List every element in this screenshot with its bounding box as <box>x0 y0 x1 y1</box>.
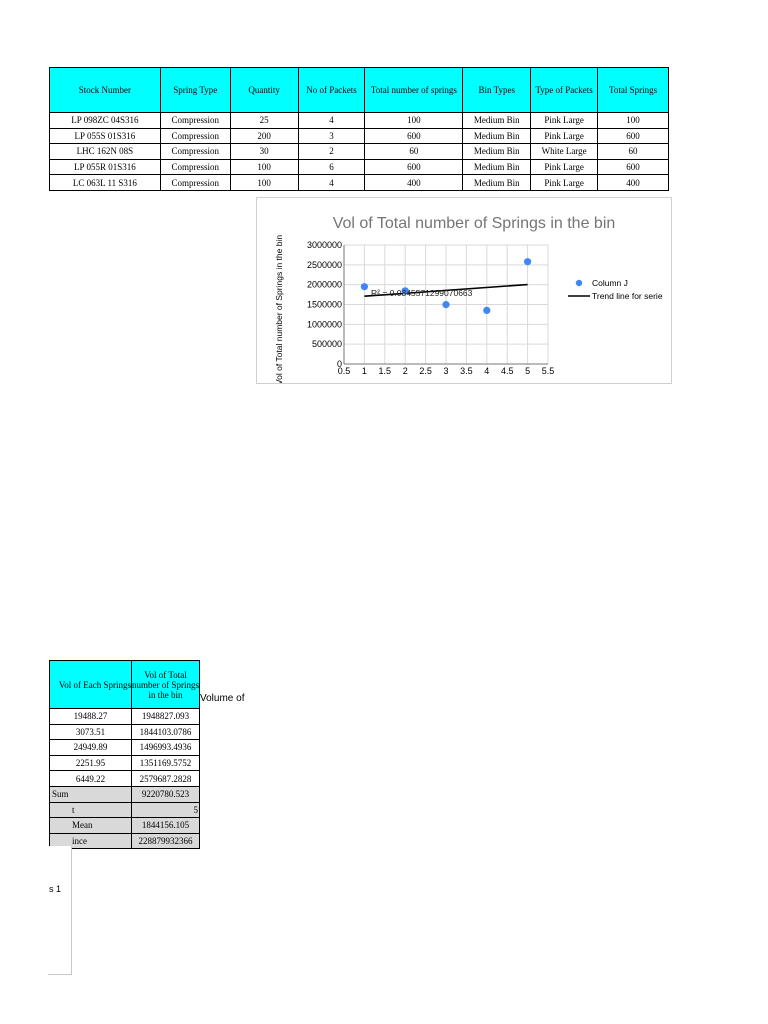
x-tick-label: 0.5 <box>337 366 351 376</box>
y-axis-label: Vol of Total number of Springs in the bin <box>274 234 284 383</box>
stock-header-cell: Bin Types <box>463 68 531 113</box>
stock-table-header <box>50 68 669 113</box>
chart-svg <box>257 198 671 383</box>
stat-label[interactable]: Sum <box>50 786 132 802</box>
scatter-chart[interactable] <box>256 197 672 384</box>
r-squared-annotation: R² = 0.0345571299070663 <box>371 288 473 298</box>
table-cell[interactable]: 100 <box>598 113 669 129</box>
header-vol-each: Vol of Each Springs <box>50 661 132 709</box>
stat-value[interactable]: 9220780.523 <box>132 786 200 802</box>
stat-label[interactable]: ince <box>50 833 132 849</box>
table-cell[interactable]: 200 <box>230 128 298 144</box>
x-tick-label: 1.5 <box>378 366 392 376</box>
table-cell[interactable]: LP 098ZC 04S316 <box>50 113 161 129</box>
table-row <box>50 709 200 725</box>
table-cell[interactable]: LP 055S 01S316 <box>50 128 161 144</box>
table-cell[interactable]: LC 063L 11 S316 <box>50 175 161 191</box>
stock-header-cell: Total number of springs <box>365 68 463 113</box>
legend-label-column-j: Column J <box>592 278 628 288</box>
table-cell[interactable]: 100 <box>365 113 463 129</box>
table-cell[interactable]: 1844103.0786 <box>132 724 200 740</box>
y-tick-label: 500000 <box>311 339 342 350</box>
stat-row <box>50 833 200 849</box>
table-cell[interactable]: 30 <box>230 144 298 160</box>
table-cell[interactable]: 1948827.093 <box>132 709 200 725</box>
stat-row <box>50 786 200 802</box>
x-tick-label: 2.5 <box>419 366 432 376</box>
legend-marker-column-j <box>576 280 582 286</box>
x-tick-label: 3.5 <box>460 366 473 376</box>
stock-table <box>49 67 669 191</box>
chart-legend[interactable] <box>568 278 663 301</box>
legend-label-trendline: Trend line for serie <box>592 291 663 301</box>
table-cell[interactable]: White Large <box>531 144 598 160</box>
table-cell[interactable]: 100 <box>230 159 298 175</box>
table-cell[interactable]: Medium Bin <box>463 175 531 191</box>
stock-header-cell: Type of Packets <box>531 68 598 113</box>
table-row <box>50 755 200 771</box>
table-cell[interactable]: 600 <box>598 159 669 175</box>
data-point[interactable] <box>361 283 368 290</box>
table-cell[interactable]: 25 <box>230 113 298 129</box>
stat-row <box>50 818 200 834</box>
table-cell[interactable]: Pink Large <box>531 175 598 191</box>
table-cell[interactable]: 600 <box>365 128 463 144</box>
table-cell[interactable]: 19488.27 <box>50 709 132 725</box>
stock-header-cell: Stock Number <box>50 68 161 113</box>
table-row <box>50 724 200 740</box>
table-cell[interactable]: 2579687.2828 <box>132 771 200 787</box>
table-cell[interactable]: 600 <box>365 159 463 175</box>
volume-table-header <box>50 661 200 709</box>
table-cell[interactable]: Compression <box>160 159 230 175</box>
stat-value[interactable]: 228879932366 <box>132 833 200 849</box>
stat-row <box>50 802 200 818</box>
table-cell[interactable]: 4 <box>298 175 365 191</box>
table-cell[interactable]: 1351169.5752 <box>132 755 200 771</box>
series-1-label: s 1 <box>49 884 62 894</box>
stock-header-cell: Total Springs <box>598 68 669 113</box>
x-tick-label: 5 <box>525 366 531 376</box>
table-cell[interactable]: Pink Large <box>531 113 598 129</box>
table-cell[interactable]: Pink Large <box>531 159 598 175</box>
y-tick-label: 3000000 <box>306 240 342 250</box>
y-tick-label: 0 <box>336 359 342 369</box>
table-cell[interactable]: 60 <box>598 144 669 160</box>
x-tick-label: 1 <box>361 366 367 376</box>
table-cell[interactable]: 60 <box>365 144 463 160</box>
table-cell[interactable]: Compression <box>160 128 230 144</box>
table-row <box>50 771 200 787</box>
table-cell[interactable]: 600 <box>598 128 669 144</box>
table-cell[interactable]: Pink Large <box>531 128 598 144</box>
table-cell[interactable]: LHC 162N 08S <box>50 144 161 160</box>
y-tick-label: 1000000 <box>306 319 342 330</box>
table-cell[interactable]: Compression <box>160 113 230 129</box>
volume-of-label: Volume of <box>200 693 245 704</box>
x-tick-label: 2 <box>402 366 408 376</box>
stock-header-cell: No of Packets <box>298 68 365 113</box>
table-cell[interactable]: 6 <box>298 159 365 175</box>
y-tick-label: 1500000 <box>306 299 342 310</box>
x-tick-label: 3 <box>443 366 449 376</box>
table-cell[interactable]: Medium Bin <box>463 144 531 160</box>
table-row <box>50 740 200 756</box>
table-cell[interactable]: 1496993.4936 <box>132 740 200 756</box>
stat-value[interactable]: 1844156.105 <box>132 818 200 834</box>
table-cell[interactable]: LP 055R 01S316 <box>50 159 161 175</box>
table-row <box>50 113 669 129</box>
stat-label[interactable]: t <box>50 802 132 818</box>
volume-table <box>49 660 200 849</box>
cell-strip <box>48 846 72 975</box>
data-point[interactable] <box>442 301 449 308</box>
table-row <box>50 144 669 160</box>
stock-header-cell: Quantity <box>230 68 298 113</box>
table-cell[interactable]: 400 <box>598 175 669 191</box>
table-cell[interactable]: 2 <box>298 144 365 160</box>
table-cell[interactable]: Medium Bin <box>463 159 531 175</box>
stock-header-cell: Spring Type <box>160 68 230 113</box>
data-point[interactable] <box>524 258 531 265</box>
data-point[interactable] <box>483 307 490 314</box>
y-tick-label: 2500000 <box>306 259 342 270</box>
table-cell[interactable]: Medium Bin <box>463 128 531 144</box>
y-tick-label: 2000000 <box>306 279 342 290</box>
table-cell[interactable]: 400 <box>365 175 463 191</box>
table-cell[interactable]: 2251.95 <box>50 755 132 771</box>
x-tick-label: 5.5 <box>541 366 555 376</box>
table-cell[interactable]: Medium Bin <box>463 113 531 129</box>
x-tick-label: 4.5 <box>500 366 514 376</box>
table-cell[interactable]: 100 <box>230 175 298 191</box>
stat-label[interactable]: Mean <box>50 818 132 834</box>
table-cell[interactable]: Compression <box>160 175 230 191</box>
table-cell[interactable]: 3073.51 <box>50 724 132 740</box>
table-row <box>50 128 669 144</box>
table-cell[interactable]: 4 <box>298 113 365 129</box>
table-cell[interactable]: 3 <box>298 128 365 144</box>
table-cell[interactable]: 6449.22 <box>50 771 132 787</box>
table-row <box>50 159 669 175</box>
stat-value[interactable]: 5 <box>132 802 200 818</box>
table-row <box>50 175 669 191</box>
chart-title: Vol of Total number of Springs in the bin <box>332 215 616 232</box>
table-cell[interactable]: 24949.89 <box>50 740 132 756</box>
table-cell[interactable]: Compression <box>160 144 230 160</box>
x-tick-label: 4 <box>484 366 490 376</box>
header-vol-total: Vol of Total number of Springs in the bin <box>132 661 200 709</box>
